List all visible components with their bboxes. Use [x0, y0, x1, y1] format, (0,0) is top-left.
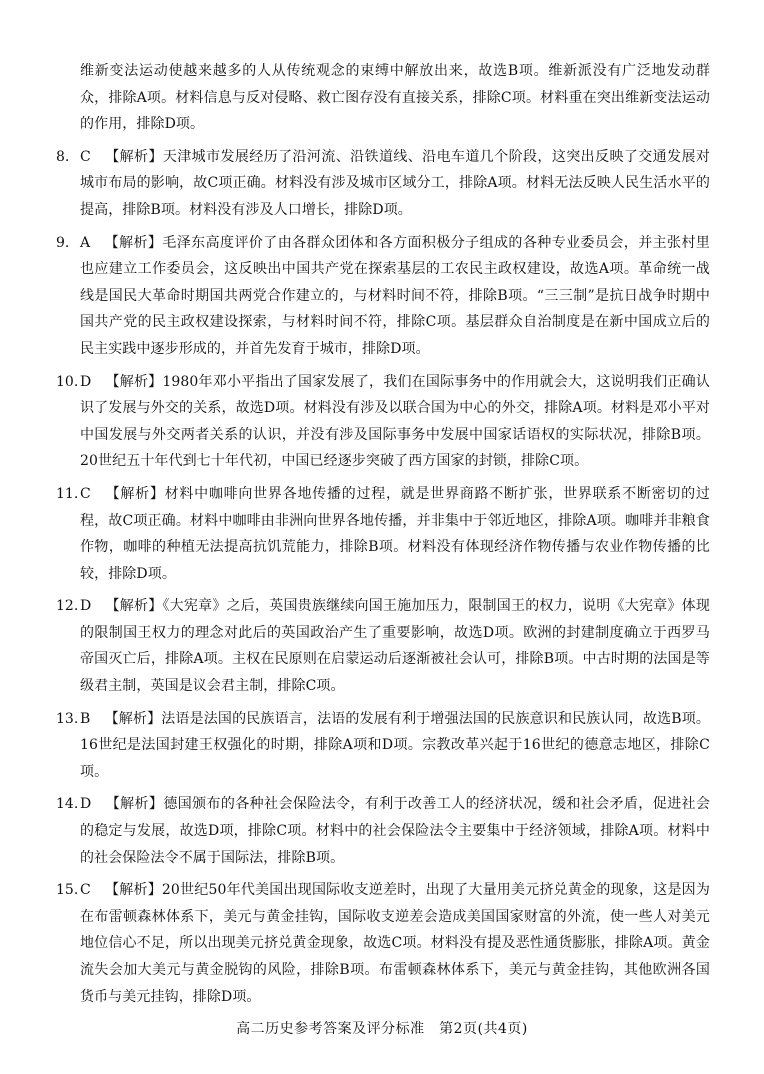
question-number: 10. [56, 373, 79, 390]
answer-body [80, 144, 710, 224]
question-number: 14. [56, 796, 79, 813]
analysis-text: 20世纪50年代美国出现国际收支逆差时，出现了大量用美元挤兑黄金的现象，这是因为在布雷顿森林体系下，美元与黄金挂钩，国际收支逆差会造成美国国家财富的外流，使一些人对美元地位信心不足，所以出现美元挤兑黄金现象，故选C项。材料没有提及恶性通货膨胀，排除A项。黄金流失会加大美元与黄金脱钩的风险，排除B项。布雷顿森林体系下，美元与黄金挂钩，其他欧洲各国货币与美元挂钩，排除D项。 [80, 882, 710, 1005]
answer-body [80, 706, 710, 786]
answer-item [56, 593, 710, 699]
analysis-text: 天津城市发展经历了沿河流、沿铁道线、沿电车道几个阶段，这突出反映了交通发展对城市布局的影响，故C项正确。材料没有涉及城市区域分工，排除A项。材料无法反映人民生活水平的提高，排除B项。材料没有涉及人口增长，排除D项。 [80, 148, 710, 218]
analysis-text: 德国颁布的各种社会保险法令，有利于改善工人的经济状况，缓和社会矛盾，促进社会的稳定与发展，故选D项，排除C项。材料中的社会保险法令主要集中于经济领域，排除A项。材料中的社会保险法令不属于国际法，排除B项。 [80, 796, 710, 866]
analysis-tag: 【解析】 [104, 234, 163, 251]
answer-choice: D [80, 598, 92, 615]
analysis-text: 法语是法国的民族语言，法语的发展有利于增强法国的民族意识和民族认同，故选B项。16世纪是法国封建王权强化的时期，排除A项和D项。宗教改革兴起于16世纪的德意志地区，排除C项。 [80, 710, 711, 780]
answer-key-content [56, 58, 710, 1016]
answer-choice: C [80, 882, 91, 899]
answer-item [56, 706, 710, 786]
answer-body [80, 369, 710, 475]
answer-body [80, 481, 710, 587]
analysis-tag: 【解析】 [105, 796, 164, 813]
answer-choice: B [80, 710, 91, 727]
analysis-text: 《大宪章》之后，英国贵族继续向国王施加压力，限制国王的权力，说明《大宪章》体现的限制国王权力的理念对此后的英国政治产生了重要影响，故选D项。欧洲的封建制度确立于西罗马帝国灭亡后，排除A项。主权在民原则在启蒙运动后逐渐被社会认可，排除B项。中古时期的法国是等级君主制，英国是议会君主制，排除C项。 [80, 598, 710, 695]
continued-explanation: 维新变法运动使越来越多的人从传统观念的束缚中解放出来，故选B项。维新派没有广泛地发动群众，排除A项。材料信息与反对侵略、救亡图存没有直接关系，排除C项。材料重在突出维新变法运动的作用，排除D项。 [80, 63, 710, 133]
answer-item [56, 144, 710, 224]
analysis-text: 1980年邓小平指出了国家发展了，我们在国际事务中的作用就会大，这说明我们正确认识了发展与外交的关系，故选D项。材料没有涉及以联合国为中心的外交，排除A项。材料是邓小平对中国发展与外交两者关系的认识，并没有涉及国际事务中发展中国家话语权的实际状况，排除B项。20世纪五十年代到七十年代初，中国已经逐步突破了西方国家的封锁，排除C项。 [80, 373, 710, 470]
answer-item [56, 481, 710, 587]
answer-body [80, 230, 710, 363]
answer-item [56, 791, 710, 871]
answer-body [80, 791, 710, 871]
answer-item [56, 230, 710, 363]
analysis-tag: 【解析】 [105, 373, 163, 390]
question-number: 12. [56, 598, 79, 615]
question-number: 9. [56, 234, 70, 251]
answer-choice: D [80, 373, 92, 390]
analysis-tag: 【解析】 [104, 148, 163, 165]
question-number: 8. [56, 148, 70, 165]
analysis-text: 材料中咖啡向世界各地传播的过程，就是世界商路不断扩张，世界联系不断密切的过程，故C项正确。材料中咖啡由非洲向世界各地传播，并非集中于邻近地区，排除A项。咖啡并非粮食作物，咖啡的种植无法提高抗饥荒能力，排除B项。材料没有体现经济作物传播与农业作物传播的比较，排除D项。 [80, 485, 711, 582]
question-number: 11. [56, 485, 79, 502]
analysis-tag: 【解析】 [104, 485, 165, 502]
question-number: 15. [56, 882, 79, 899]
analysis-text: 毛泽东高度评价了由各群众团体和各方面积极分子组成的各种专业委员会，并主张村里也应建立工作委员会，这反映出中国共产党在探索基层的工农民主政权建设，故选A项。革命统一战线是国民大革命时期国共两党合作建立的，与材料时间不符，排除B项。“三三制”是抗日战争时期中国共产党的民主政权建设探索，与材料时间不符，排除C项。基层群众自治制度是在新中国成立后的民主实践中逐步形成的，并首先发育于城市，排除D项。 [80, 234, 710, 357]
answer-choice: C [80, 485, 91, 502]
analysis-tag: 【解析】 [105, 598, 163, 615]
answer-body [80, 877, 710, 1010]
answer-item [56, 877, 710, 1010]
answer-choice: D [80, 796, 92, 813]
answer-body [80, 593, 710, 699]
answer-list [56, 144, 710, 1010]
page-footer: 高二历史参考答案及评分标准 第2页(共4页) [236, 1021, 528, 1037]
analysis-tag: 【解析】 [104, 710, 162, 727]
answer-item [56, 369, 710, 475]
question-number: 13. [56, 710, 79, 727]
answer-choice: C [80, 148, 91, 165]
analysis-tag: 【解析】 [104, 882, 162, 899]
answer-choice: A [80, 234, 91, 251]
